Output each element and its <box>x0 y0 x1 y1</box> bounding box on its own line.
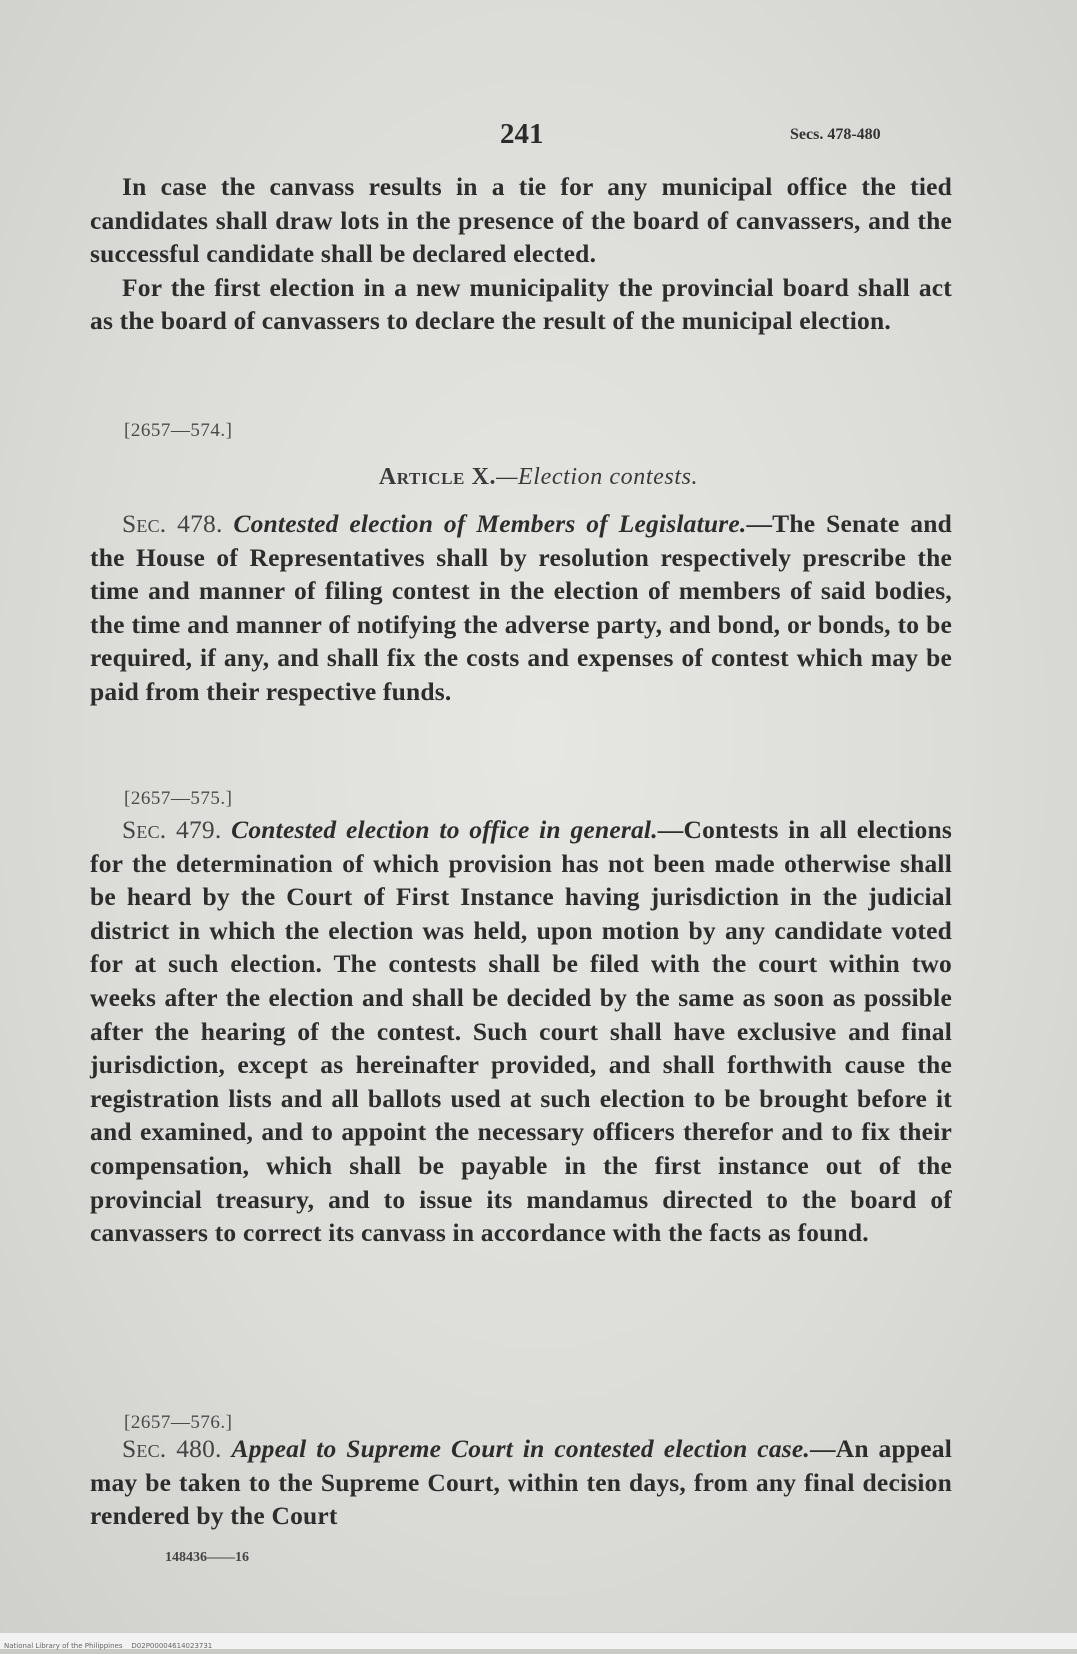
section-478-title: Contested election of Members of Legislature. <box>233 509 747 538</box>
paragraph-first-election: For the first election in a new municipality the provincial board shall act as the board of canvassers to declare the result of the municipal election. <box>90 272 952 336</box>
section-480 <box>90 1432 952 1533</box>
citation-575: [2657—575.] <box>124 788 233 809</box>
section-480-label: Sec. 480. <box>122 1434 222 1463</box>
paragraph-block-intro <box>90 170 952 338</box>
article-label: Article X. <box>378 464 497 490</box>
section-480-body: —An appeal may be taken to the Supreme Court, within ten days, from any final decision rendered by the Court <box>90 1434 953 1531</box>
section-480-title: Appeal to Supreme Court in contested election case. <box>231 1434 810 1463</box>
section-478-label: Sec. 478. <box>122 509 223 538</box>
citation-576: [2657—576.] <box>124 1412 233 1433</box>
section-range: Secs. 478-480 <box>790 126 881 143</box>
article-heading <box>0 464 1077 491</box>
section-478 <box>90 507 952 709</box>
citation-574: [2657—574.] <box>124 420 233 441</box>
paragraph-tie: In case the canvass results in a tie for any municipal office the tied candidates shall draw lots in the presence of the board of canvassers, and the successful candidate shall be declared elected. <box>90 172 952 269</box>
archive-footer-strip <box>0 1632 1077 1649</box>
section-479-body: —Contests in all elections for the determination of which provision has not been made otherwise shall be heard by the Court of First Instance having jurisdiction in the judicial district in which the election was held, upon motion by any candidate voted for at such election. The contests shall be filed with the court within two weeks after the election and shall be decided by the same as soon as possible after the hearing of the contest. Such court shall have exclusive and final jurisdiction, except as hereinafter provided, and shall forthwith cause the registration lists and all ballots used at such election to be brought before it and examined, and to appoint the necessary officers therefor and to fix their compensation, which shall be payable in the first instance out of the provincial treasury, and to issue its mandamus directed to the board of canvassers to correct its canvass in accordance with the facts as found. <box>90 815 953 1248</box>
section-479 <box>90 813 952 1250</box>
archive-strip-text: National Library of the Philippines D02P00004614023731 <box>4 1642 213 1650</box>
page-header <box>0 118 1077 158</box>
section-479-label: Sec. 479. <box>122 815 222 844</box>
page-number: 241 <box>500 118 544 150</box>
section-478-body: —The Senate and the House of Representatives shall by resolution respectively prescribe the time and manner of filing contest in the election of members of said bodies, the time and manner of notifying the adverse party, and bond, or bonds, to be required, if any, and shall fix the costs and expenses of contest which may be paid from their respective funds. <box>90 509 953 706</box>
printer-signature: 148436——16 <box>165 1550 249 1565</box>
article-title: —Election contests. <box>496 464 699 490</box>
section-479-title: Contested election to office in general. <box>231 815 658 844</box>
